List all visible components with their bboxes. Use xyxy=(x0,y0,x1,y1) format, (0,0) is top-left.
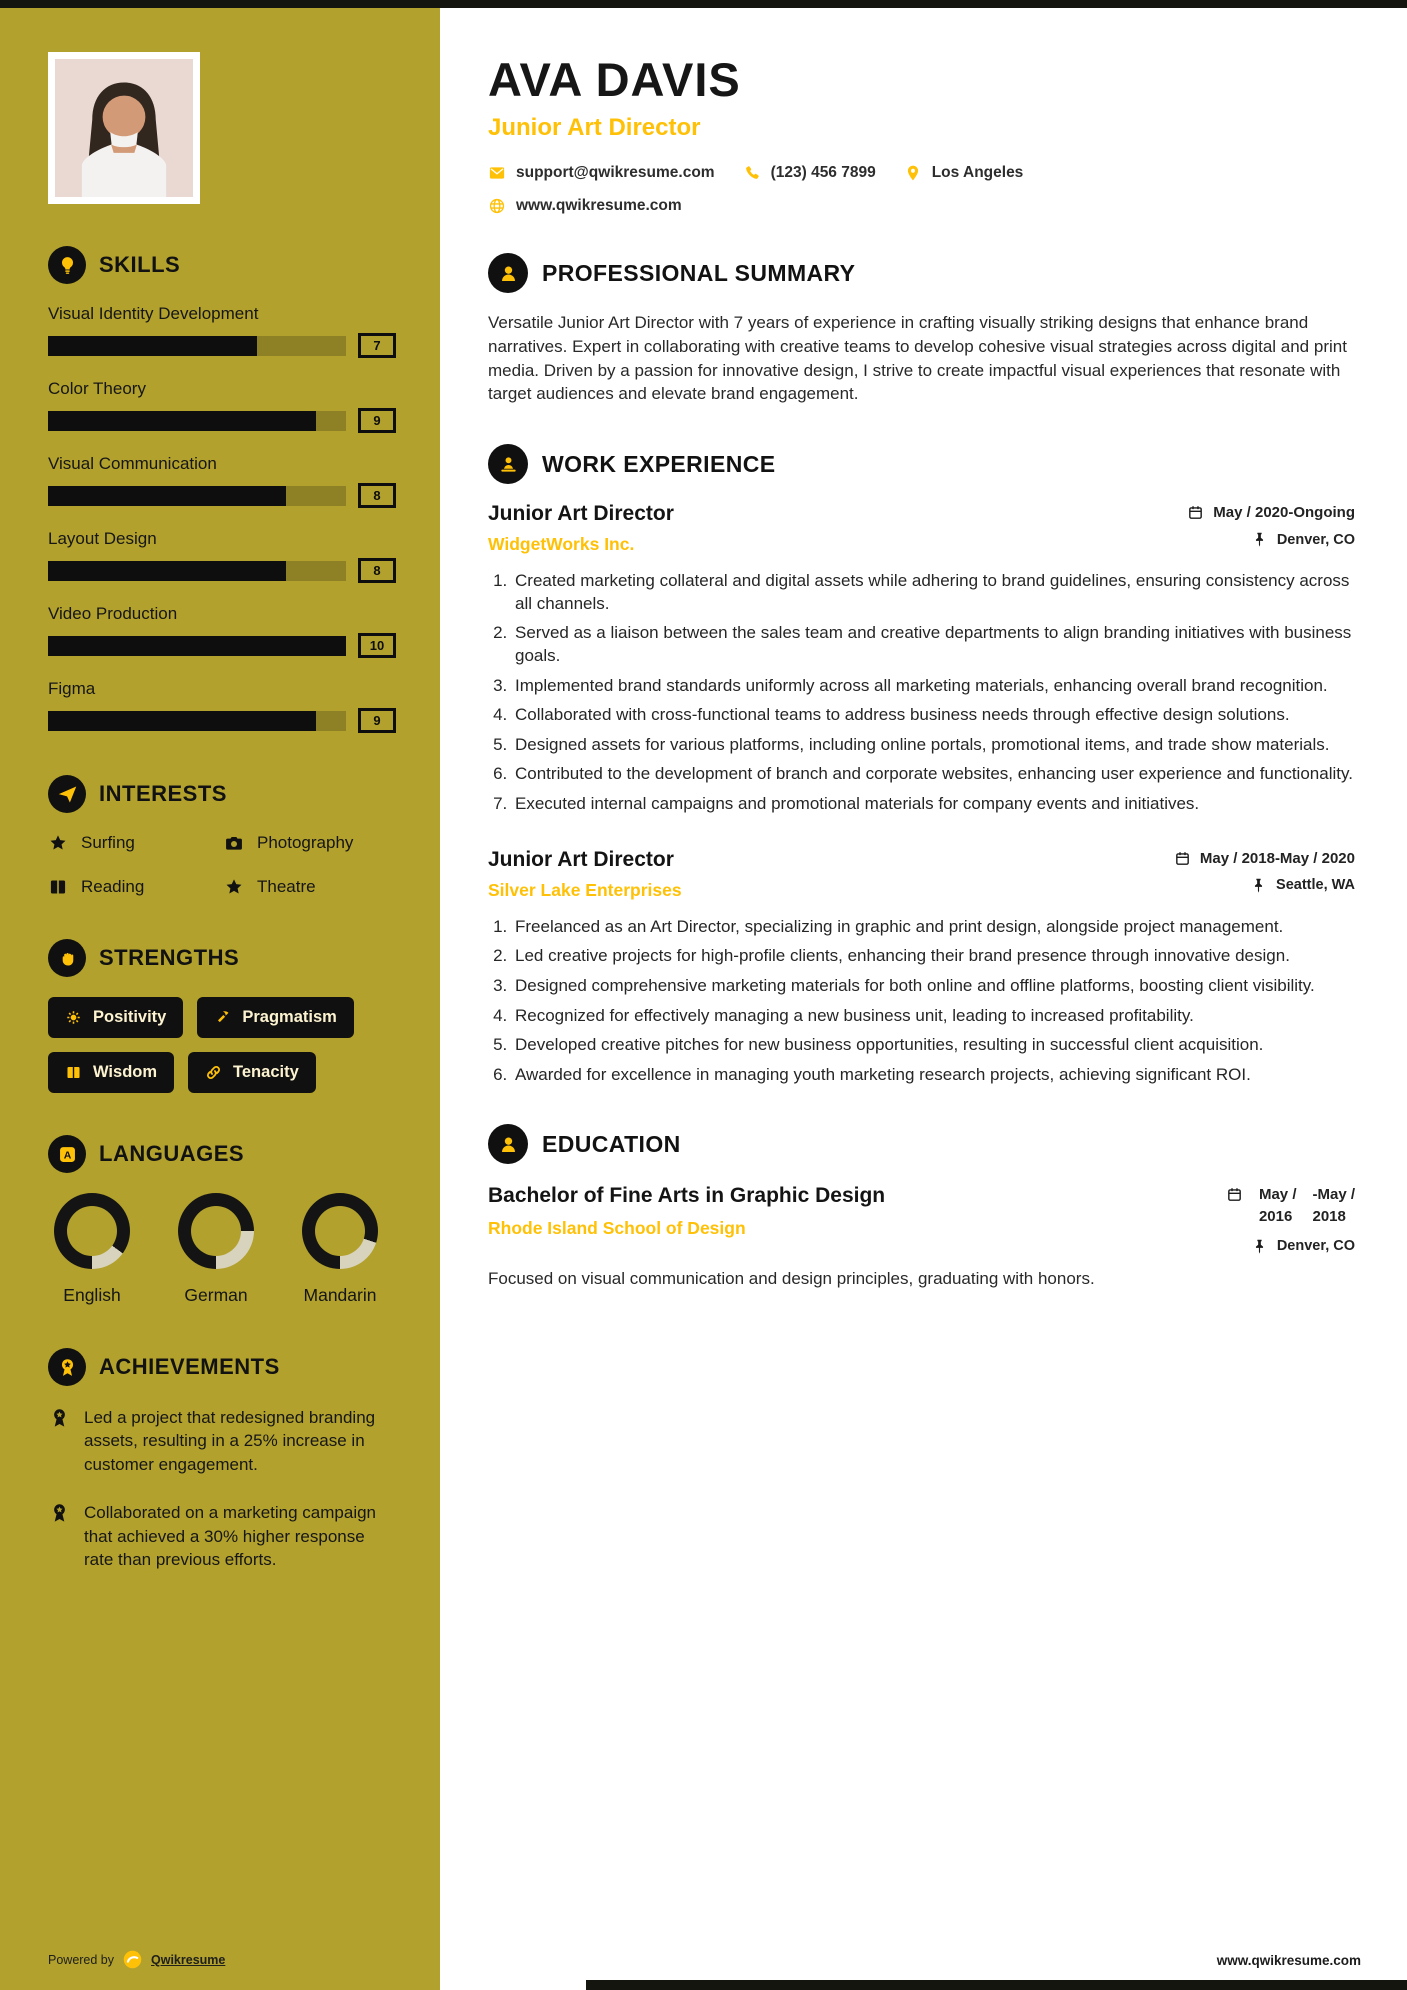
candidate-name: AVA DAVIS xyxy=(488,53,741,106)
person-icon xyxy=(488,1124,528,1164)
link-icon xyxy=(205,1064,222,1081)
book-icon xyxy=(65,1064,82,1081)
interest-item xyxy=(48,833,224,853)
section-title: ACHIEVEMENTS xyxy=(99,1354,280,1379)
languages-heading xyxy=(48,1135,396,1173)
calendar-icon xyxy=(1226,1186,1243,1203)
language-item xyxy=(296,1193,384,1306)
translate-icon xyxy=(48,1135,86,1173)
education-location xyxy=(1251,1238,1355,1255)
interests-section xyxy=(48,775,396,897)
camera-icon xyxy=(224,833,244,853)
skill-label: Layout Design xyxy=(48,529,157,548)
phone-icon xyxy=(743,164,761,182)
achievement-item xyxy=(48,1501,384,1571)
job-location-text: Seattle, WA xyxy=(1276,877,1355,894)
skill-item xyxy=(48,304,396,358)
top-accent-bar xyxy=(0,0,1407,8)
job-bullets xyxy=(488,916,1355,1087)
education-section xyxy=(488,1124,1355,1290)
skill-bar xyxy=(48,636,346,656)
skills-section xyxy=(48,246,396,733)
date-start xyxy=(1259,1184,1297,1228)
skill-item xyxy=(48,454,396,508)
skill-item xyxy=(48,529,396,583)
footer-website-link[interactable]: www.qwikresume.com xyxy=(1216,1953,1361,1968)
person-desk-icon xyxy=(488,444,528,484)
language-item xyxy=(172,1193,260,1306)
skill-bar-fill xyxy=(48,561,286,581)
language-donut xyxy=(54,1193,130,1269)
job-bullet: 1. Created marketing collateral and digital assets while adhering to brand guidelines, ensuring consistency across all channels. xyxy=(512,570,1355,615)
education-heading xyxy=(488,1124,1355,1164)
strength-chip xyxy=(48,1052,174,1093)
lightbulb-icon xyxy=(48,246,86,284)
location-text: Los Angeles xyxy=(931,164,1024,181)
calendar-icon xyxy=(1187,504,1204,521)
qwikresume-logo xyxy=(122,1949,143,1970)
location-item xyxy=(904,164,1024,182)
skill-item xyxy=(48,604,396,658)
skill-bar xyxy=(48,336,346,356)
work-section xyxy=(488,444,1355,1086)
pushpin-icon xyxy=(1251,1238,1268,1255)
skill-bar-fill xyxy=(48,486,286,506)
skill-label: Video Production xyxy=(48,604,178,623)
language-label: English xyxy=(63,1285,121,1305)
skill-bar xyxy=(48,711,346,731)
skill-value: 9 xyxy=(358,408,396,433)
skill-bar-fill xyxy=(48,411,316,431)
email-link[interactable] xyxy=(488,164,715,182)
job-dates xyxy=(1187,504,1355,521)
medal-icon xyxy=(48,1502,71,1525)
skill-value: 7 xyxy=(358,333,396,358)
paper-plane-icon xyxy=(48,775,86,813)
interest-item xyxy=(48,877,224,897)
section-title: WORK EXPERIENCE xyxy=(542,450,776,477)
section-title: SKILLS xyxy=(99,252,181,277)
skill-item xyxy=(48,379,396,433)
bottom-accent-bar xyxy=(586,1980,1407,1990)
achievements-section xyxy=(48,1348,396,1572)
interest-item xyxy=(224,877,396,897)
avatar xyxy=(55,59,193,197)
education-dates xyxy=(1226,1184,1355,1228)
date-end xyxy=(1312,1184,1355,1228)
job-location-text: Denver, CO xyxy=(1276,531,1355,548)
main-column xyxy=(440,8,1407,1990)
job-bullet: 4. Collaborated with cross-functional teams to address business needs through effective design solutions. xyxy=(512,704,1355,727)
education-entry xyxy=(488,1182,1355,1255)
pushpin-icon xyxy=(1250,877,1267,894)
job-dates xyxy=(1174,850,1355,867)
job-entry xyxy=(488,502,1355,815)
language-donut xyxy=(178,1193,254,1269)
education-location-text: Denver, CO xyxy=(1276,1238,1355,1255)
person-icon xyxy=(488,253,528,293)
pushpin-icon xyxy=(1251,531,1268,548)
skills-heading xyxy=(48,246,396,284)
website-text: www.qwikresume.com xyxy=(516,197,682,214)
skill-value: 10 xyxy=(358,633,396,658)
job-bullets xyxy=(488,570,1355,815)
strength-chip xyxy=(48,997,183,1038)
section-title: INTERESTS xyxy=(99,781,227,806)
star-icon xyxy=(48,833,68,853)
job-bullet: 5. Designed assets for various platforms, including online portals, promotional items, and trade show materials. xyxy=(512,734,1355,757)
skill-bar xyxy=(48,486,346,506)
section-title: LANGUAGES xyxy=(99,1141,245,1166)
section-title: PROFESSIONAL SUMMARY xyxy=(542,259,856,286)
interest-label: Theatre xyxy=(257,877,316,896)
medal-icon xyxy=(48,1407,71,1430)
job-bullet: 4. Recognized for effectively managing a new business unit, leading to increased profitability. xyxy=(512,1005,1355,1028)
interest-label: Surfing xyxy=(81,833,135,852)
strengths-section xyxy=(48,939,396,1093)
star-icon xyxy=(224,877,244,897)
degree-title: Bachelor of Fine Arts in Graphic Design xyxy=(488,1184,886,1208)
qwikresume-link[interactable]: Qwikresume xyxy=(151,1952,226,1967)
skill-bar-fill xyxy=(48,636,346,656)
school-name: Rhode Island School of Design xyxy=(488,1217,746,1238)
interest-item xyxy=(224,833,396,853)
skill-value: 8 xyxy=(358,558,396,583)
gear-icon xyxy=(65,1009,82,1026)
strengths-heading xyxy=(48,939,396,977)
achievement-item xyxy=(48,1406,384,1476)
work-heading xyxy=(488,444,1355,484)
education-text: Focused on visual communication and design principles, graduating with honors. xyxy=(488,1268,1095,1288)
interest-label: Reading xyxy=(81,877,145,896)
job-title: Junior Art Director xyxy=(488,847,674,871)
job-bullet: 6. Contributed to the development of branch and corporate websites, enhancing user experience and functionality. xyxy=(512,763,1355,786)
achievement-text: Led a project that redesigned branding assets, resulting in a 25% increase in customer engagement. xyxy=(84,1408,376,1474)
job-bullet: 3. Designed comprehensive marketing materials for both online and offline platforms, boosting client visibility. xyxy=(512,975,1355,998)
job-company: WidgetWorks Inc. xyxy=(488,534,635,555)
date-end-year: 2018 xyxy=(1312,1208,1346,1226)
strength-label: Tenacity xyxy=(233,1063,299,1081)
job-location xyxy=(1250,877,1355,894)
interest-label: Photography xyxy=(257,833,354,852)
interests-heading xyxy=(48,775,396,813)
powered-by xyxy=(48,1949,225,1970)
job-bullet: 7. Executed internal campaigns and promotional materials for company events and initiatives. xyxy=(512,793,1355,816)
strength-label: Positivity xyxy=(93,1008,167,1026)
job-bullet: 2. Served as a liaison between the sales team and creative departments to align branding initiatives with business goals. xyxy=(512,622,1355,667)
skill-bar-fill xyxy=(48,336,257,356)
date-start-month: May / xyxy=(1258,1186,1297,1204)
book-icon xyxy=(48,877,68,897)
date-start-year: 2016 xyxy=(1258,1208,1293,1226)
strength-label: Pragmatism xyxy=(242,1008,337,1026)
language-label: Mandarin xyxy=(303,1285,377,1305)
date-end-month: -May / xyxy=(1312,1186,1355,1204)
map-pin-icon xyxy=(904,164,922,182)
achievements-heading xyxy=(48,1348,396,1386)
globe-icon xyxy=(488,197,506,215)
strength-label: Wisdom xyxy=(93,1063,158,1081)
powered-by-label: Powered by xyxy=(48,1952,115,1967)
job-bullet: 3. Implemented brand standards uniformly across all marketing materials, enhancing overall brand recognition. xyxy=(512,675,1355,698)
summary-text: Versatile Junior Art Director with 7 years of experience in crafting visually striking designs that enhance brand narratives. Expert in collaborating with creative teams to develop cohesive visual strategies across digital and print media. Driven by a passion for innovative design, I strive to create impactful visual experiences that resonate with target audiences and elevate brand engagement. xyxy=(488,313,1347,404)
sidebar xyxy=(0,8,440,1990)
job-dates-text: May / 2020-Ongoing xyxy=(1213,504,1355,522)
achievement-text: Collaborated on a marketing campaign that achieved a 30% higher response rate than previous efforts. xyxy=(84,1503,377,1570)
job-location xyxy=(1251,531,1355,548)
strength-chip xyxy=(188,1052,316,1093)
donut-hole xyxy=(67,1206,117,1256)
phone-link[interactable] xyxy=(743,164,876,182)
job-bullet: 1. Freelanced as an Art Director, specializing in graphic and print design, alongside project management. xyxy=(512,916,1355,939)
profile-photo xyxy=(48,52,200,204)
summary-heading xyxy=(488,253,1355,293)
skill-value: 8 xyxy=(358,483,396,508)
job-bullet: 2. Led creative projects for high-profile clients, enhancing their brand presence through innovative design. xyxy=(512,945,1355,968)
skill-label: Visual Communication xyxy=(48,454,217,473)
email-text: support@qwikresume.com xyxy=(516,164,715,181)
skill-label: Figma xyxy=(48,679,96,698)
mail-icon xyxy=(488,164,506,182)
strength-chip xyxy=(197,997,353,1038)
summary-section xyxy=(488,253,1355,406)
section-title: EDUCATION xyxy=(542,1130,681,1157)
job-bullet: 5. Developed creative pitches for new business opportunities, resulting in successful client acquisition. xyxy=(512,1034,1355,1057)
svg-text:A: A xyxy=(63,1149,71,1162)
donut-hole xyxy=(315,1206,365,1256)
phone-text: (123) 456 7899 xyxy=(770,164,876,181)
language-item xyxy=(48,1193,136,1306)
section-title: STRENGTHS xyxy=(99,945,240,970)
skill-label: Color Theory xyxy=(48,379,146,398)
job-bullet: 6. Awarded for excellence in managing youth marketing research projects, achieving significant ROI. xyxy=(512,1064,1355,1087)
job-company: Silver Lake Enterprises xyxy=(488,879,682,900)
skill-value: 9 xyxy=(358,708,396,733)
languages-section xyxy=(48,1135,396,1306)
calendar-icon xyxy=(1174,850,1191,867)
donut-hole xyxy=(191,1206,241,1256)
language-donut xyxy=(302,1193,378,1269)
contact-row xyxy=(488,164,1228,215)
skill-bar xyxy=(48,561,346,581)
skill-item xyxy=(48,679,396,733)
candidate-title: Junior Art Director xyxy=(488,114,701,141)
medal-icon xyxy=(48,1348,86,1386)
language-label: German xyxy=(184,1285,248,1305)
skill-label: Visual Identity Development xyxy=(48,304,259,323)
skill-bar xyxy=(48,411,346,431)
hatchet-icon xyxy=(214,1009,231,1026)
job-title: Junior Art Director xyxy=(488,502,674,526)
website-link[interactable] xyxy=(488,197,682,215)
fist-icon xyxy=(48,939,86,977)
job-entry xyxy=(488,848,1355,1087)
job-dates-text: May / 2018-May / 2020 xyxy=(1199,849,1355,867)
skill-bar-fill xyxy=(48,711,316,731)
